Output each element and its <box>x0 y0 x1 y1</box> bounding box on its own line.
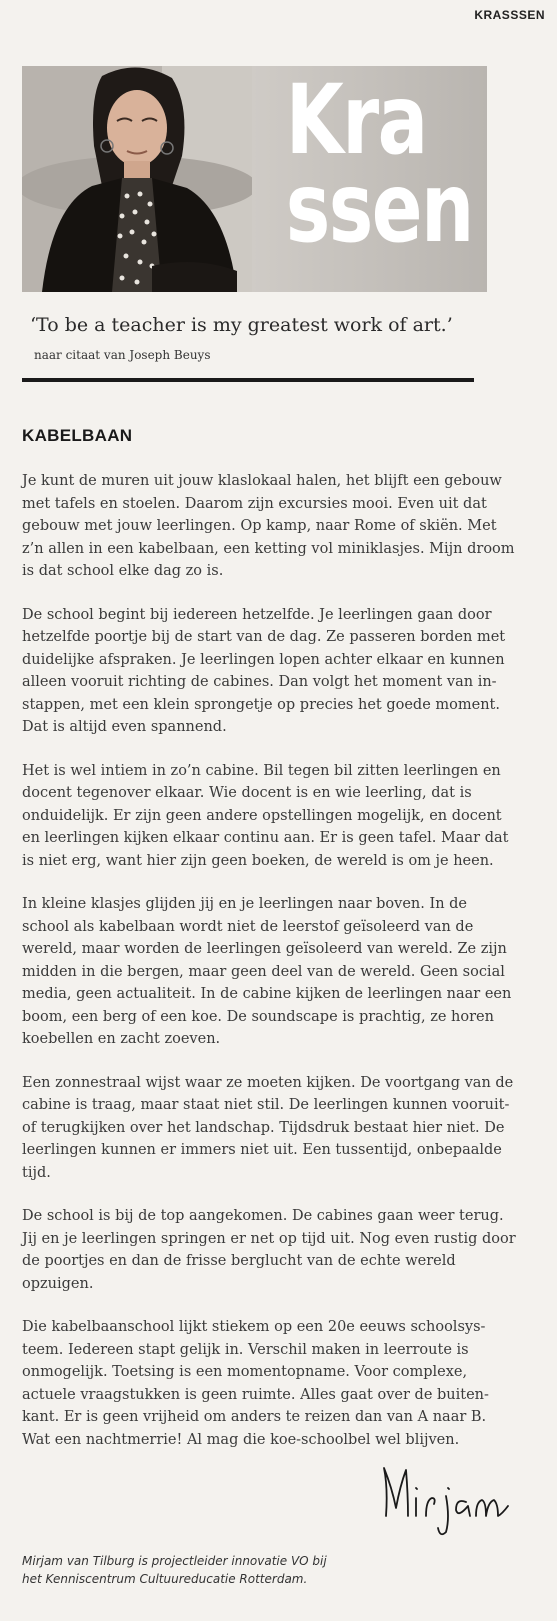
paragraph: In kleine klasjes glijden jij en je leerlingen naar boven. In de school als kabelbaan wordt niet de leerstof geïsoleerd van de wereld, maar worden de leerlingen geïsoleerd van wereld. Ze zijn midden in die bergen, maar geen deel van de wereld. Geen social media, geen actualiteit. In de cabine kijken de leerlingen naar een boom, een berg of een koe. De soundscape is prachtig, ze horen koebellen en zacht zoeven. <box>22 896 512 1047</box>
paragraph: Een zonnestraal wijst waar ze moeten kijken. De voortgang van de cabine is traag, maar staat niet stil. De leerlingen kunnen vooruit- of terugkijken over het landschap. Tijdsdruk bestaat hier niet. De leerlingen kunnen er immers niet uit. Een tussentijd, onbepaalde tijd. <box>22 1074 514 1181</box>
pull-quote: ‘To be a teacher is my greatest work of art.’ <box>30 314 453 336</box>
paragraph: De school begint bij iedereen hetzelfde. Je leerlingen gaan door hetzelfde poortje bij de start van de dag. Ze passeren borden met duidelijke afspraken. Je leerlingen lopen achter elkaar en kunnen alleen vooruit richting de cabines. Dan volgt het moment van in-stappen, met een klein sprongetje op precies het goede moment. Dat is altijd even spannend. <box>22 606 506 735</box>
article-body <box>22 470 518 1472</box>
header-title-line2: ssen <box>286 152 473 264</box>
handwritten-signature <box>376 1458 526 1538</box>
paragraph: De school is bij de top aangekomen. De cabines gaan weer terug. Jij en je leerlingen springen er net op tijd uit. Nog even rustig door de poortjes en dan de frisse berglucht van de echte wereld opzuigen. <box>22 1208 516 1292</box>
section-tag: KRASSSEN <box>474 8 545 22</box>
author-bio <box>22 1552 422 1588</box>
paragraph: Je kunt de muren uit jouw klaslokaal halen, het blijft een gebouw met tafels en stoelen. Daarom zijn excursies mooi. Even uit dat gebouw met jouw leerlingen. Op kamp, naar Rome of skiën. Met z’n allen in een kabelbaan, een ketting vol miniklasjes. Mijn droom is dat school elke dag zo is. <box>22 473 515 579</box>
portrait-photo <box>22 66 252 292</box>
bio-line: het Kenniscentrum Cultuureducatie Rotterdam. <box>22 1572 308 1586</box>
paragraph: Die kabelbaanschool lijkt stiekem op een 20e eeuws schoolsys-teem. Iedereen stapt gelijk in. Verschil maken in leerroute is onmogelijk. Toetsing is een momentopname. Voor complexe, actuele vraagstukken is geen ruimte. Alles gaat over de buiten-kant. Er is geen vrijheid om anders te reizen dan van A naar B. Wat een nachtmerrie! Al mag die koe-schoolbel wel blijven. <box>22 1319 489 1448</box>
quote-attribution: naar citaat van Joseph Beuys <box>34 348 211 362</box>
header-title-line1: Kra <box>286 66 427 176</box>
divider <box>22 378 474 382</box>
header-image <box>22 66 487 292</box>
bio-line: Mirjam van Tilburg is projectleider innovatie VO bij <box>22 1554 327 1568</box>
article-heading: KABELBAAN <box>22 426 133 445</box>
header-title <box>286 66 473 264</box>
paragraph: Het is wel intiem in zo’n cabine. Bil tegen bil zitten leerlingen en docent tegenover elkaar. Wie docent is en wie leerling, dat is onduidelijk. Er zijn geen andere opstellingen mogelijk, en docent en leerlingen kijken elkaar continu aan. Er is geen tafel. Maar dat is niet erg, want hier zijn geen boeken, de wereld is om je heen. <box>22 762 509 869</box>
